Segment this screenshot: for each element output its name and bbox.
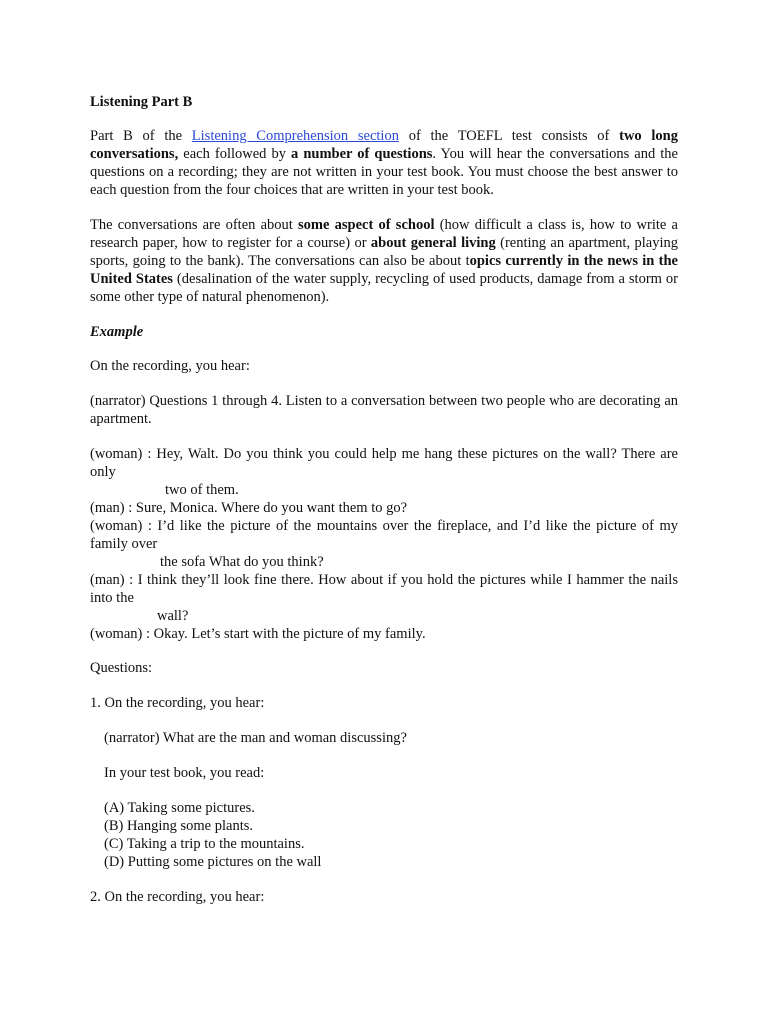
answer-option-d: (D) Putting some pictures on the wall xyxy=(104,854,322,870)
topics-text-2: (how difficult a class is, how to write a research paper, how to register for a course) or xyxy=(90,217,678,251)
intro-bold-1: two long conversations, xyxy=(90,128,678,162)
intro-text-1: Part B of the xyxy=(90,128,192,144)
intro-bold-2: a number of questions xyxy=(291,146,433,162)
dialogue-line xyxy=(90,499,678,517)
speaker-label: (woman) : xyxy=(90,518,152,534)
question-2-label: 2. On the recording, you hear: xyxy=(90,889,265,905)
on-recording-text: On the recording, you hear: xyxy=(90,358,250,374)
answer-option-b: (B) Hanging some plants. xyxy=(104,818,254,834)
topics-text-1: The conversations are often about xyxy=(90,217,299,233)
listening-comprehension-link[interactable]: Listening Comprehension section xyxy=(191,128,399,144)
intro-text-3: each followed by xyxy=(178,146,292,162)
dialogue-continuation: wall? xyxy=(157,608,189,624)
document-page xyxy=(90,93,678,923)
speaker-label: (woman) : xyxy=(90,446,152,462)
dialogue-line xyxy=(90,445,678,499)
question-1-options xyxy=(90,799,678,871)
speaker-label: (woman) : xyxy=(90,626,150,642)
question-1-narrator: (narrator) What are the man and woman discussing? xyxy=(104,730,407,746)
dialogue-continuation: the sofa What do you think? xyxy=(160,554,324,570)
topics-paragraph xyxy=(90,216,678,306)
intro-text-2: of the TOEFL test consists of xyxy=(398,128,620,144)
dialogue xyxy=(90,445,678,643)
dialogue-text: I think they’ll look fine there. How about if you hold the pictures while I hammer the nails into the xyxy=(90,572,678,606)
topics-bold-3: opics currently in the news in the United States xyxy=(90,253,678,287)
topics-bold-2: about general living xyxy=(370,235,496,251)
intro-paragraph xyxy=(90,127,678,199)
question-1-read: In your test book, you read: xyxy=(104,765,265,781)
dialogue-text: Hey, Walt. Do you think you could help me hang these pictures on the wall? There are only xyxy=(90,446,678,480)
dialogue-line xyxy=(90,625,678,643)
speaker-label: (man) : xyxy=(90,572,134,588)
speaker-label: (man) : xyxy=(90,500,133,516)
intro-text-4: . You will hear the conversations and the questions on a recording; they are not written in your test book. You must choose the best answer to each question from the four choices that are written in your test book. xyxy=(90,146,678,198)
dialogue-text: Okay. Let’s start with the picture of my family. xyxy=(150,626,426,642)
dialogue-text: I’d like the picture of the mountains over the fireplace, and I’d like the picture of my family over xyxy=(90,518,679,552)
narrator-intro: (narrator) Questions 1 through 4. Listen to a conversation between two people who are decorating an apartment. xyxy=(90,393,678,427)
questions-label: Questions: xyxy=(90,660,153,676)
answer-option-a: (A) Taking some pictures. xyxy=(104,800,255,816)
example-title: Example xyxy=(90,324,144,340)
topics-bold-1: some aspect of school xyxy=(298,217,435,233)
page-heading: Listening Part B xyxy=(90,94,193,110)
topics-text-4: (desalination of the water supply, recycling of used products, damage from a storm or some other type of natural phenomenon). xyxy=(90,271,678,305)
topics-text-3: (renting an apartment, playing sports, going to the bank). The conversations can also be about t xyxy=(90,235,678,269)
dialogue-continuation: two of them. xyxy=(165,482,239,498)
dialogue-line xyxy=(90,517,678,571)
question-1-label: 1. On the recording, you hear: xyxy=(90,695,265,711)
dialogue-line xyxy=(90,571,678,625)
answer-option-c: (C) Taking a trip to the mountains. xyxy=(104,836,305,852)
dialogue-text: Sure, Monica. Where do you want them to go? xyxy=(132,500,408,516)
